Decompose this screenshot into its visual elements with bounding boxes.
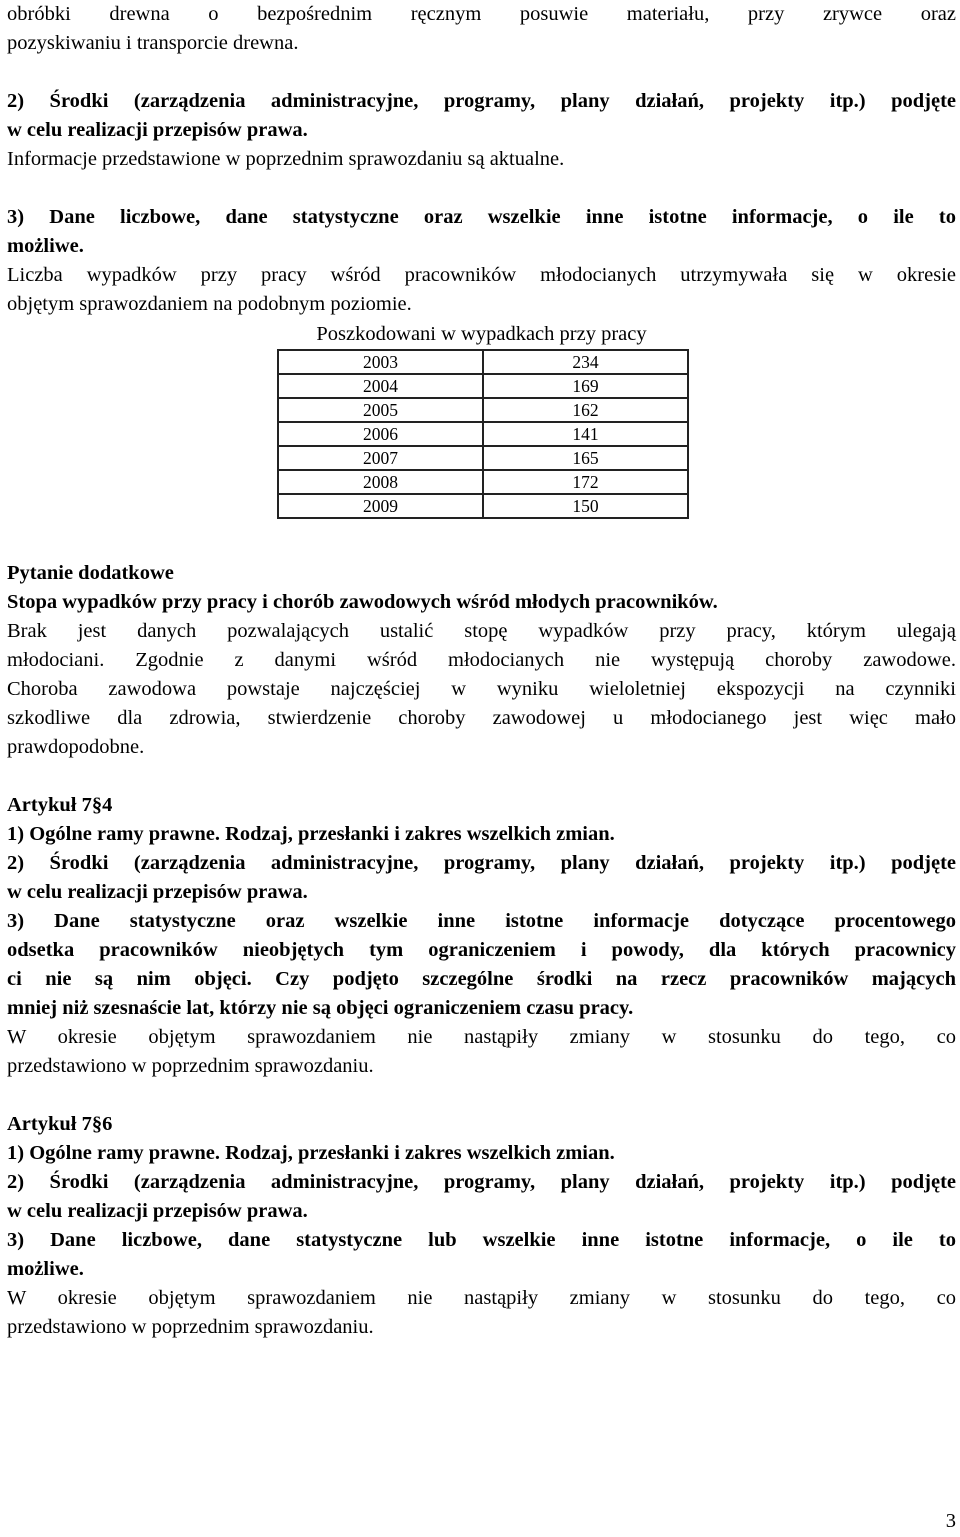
section-heading: 1) Ogólne ramy prawne. Rodzaj, przesłanki i zakres wszelkich zmian.: [7, 823, 615, 845]
page-number: 3: [945, 1510, 956, 1532]
article-title: Artykuł 7§6: [7, 1113, 113, 1135]
body-text-line: przedstawiono w poprzednim sprawozdaniu.: [7, 1055, 374, 1077]
section-heading: 2) Środki (zarządzenia administracyjne, programy, plany działań, projekty itp.) podjęte: [7, 1171, 956, 1193]
table-cell-year: 2008: [278, 470, 483, 494]
spacer: [7, 1081, 956, 1110]
body-text-line: obróbki drewna o bezpośrednim ręcznym posuwie materiału, przy zrywce oraz: [7, 3, 956, 25]
body-text-line: W okresie objętym sprawozdaniem nie nastąpiły zmiany w stosunku do tego, co: [7, 1287, 956, 1309]
section-heading: 3) Dane liczbowe, dane statystyczne oraz wszelkie inne istotne informacje, o ile to: [7, 206, 956, 228]
spacer: [7, 762, 956, 791]
accidents-table: [277, 349, 689, 519]
section-heading: 1) Ogólne ramy prawne. Rodzaj, przesłanki i zakres wszelkich zmian.: [7, 1142, 615, 1164]
section-heading: Pytanie dodatkowe: [7, 562, 174, 584]
table-row: [278, 350, 688, 374]
section-heading: mniej niż szesnaście lat, którzy nie są objęci ograniczeniem czasu pracy.: [7, 997, 634, 1019]
section-heading: ci nie są nim objęci. Czy podjęto szczególne środki na rzecz pracowników mających: [7, 968, 956, 990]
body-text-line: objętym sprawozdaniem na podobnym poziomie.: [7, 293, 412, 315]
table-cell-year: 2005: [278, 398, 483, 422]
table-cell-year: 2007: [278, 446, 483, 470]
table-cell-year: 2006: [278, 422, 483, 446]
table-cell-value: 172: [483, 470, 688, 494]
table-cell-value: 234: [483, 350, 688, 374]
section-heading: 3) Dane liczbowe, dane statystyczne lub wszelkie inne istotne informacje, o ile to: [7, 1229, 956, 1251]
table-row: [278, 374, 688, 398]
table-cell-value: 150: [483, 494, 688, 518]
table-cell-value: 141: [483, 422, 688, 446]
table-row: [278, 470, 688, 494]
section-heading: w celu realizacji przepisów prawa.: [7, 119, 308, 141]
section-heading: 3) Dane statystyczne oraz wszelkie inne istotne informacje dotyczące procentowego: [7, 910, 956, 932]
section-heading: odsetka pracowników nieobjętych tym ograniczeniem i powody, dla których pracownicy: [7, 939, 956, 961]
table-row: [278, 422, 688, 446]
spacer: [7, 174, 956, 203]
body-text-line: młodociani. Zgodnie z danymi wśród młodocianych nie występują choroby zawodowe.: [7, 649, 956, 671]
section-heading: możliwe.: [7, 1258, 84, 1280]
table-cell-year: 2004: [278, 374, 483, 398]
spacer: [7, 58, 956, 87]
table-row: [278, 446, 688, 470]
body-text-line: przedstawiono w poprzednim sprawozdaniu.: [7, 1316, 374, 1338]
article-title: Artykuł 7§4: [7, 794, 113, 816]
body-text-line: W okresie objętym sprawozdaniem nie nastąpiły zmiany w stosunku do tego, co: [7, 1026, 956, 1048]
body-text-line: szkodliwe dla zdrowia, stwierdzenie choroby zawodowej u młodocianego jest więc mało: [7, 707, 956, 729]
table-cell-year: 2003: [278, 350, 483, 374]
body-text-line: prawdopodobne.: [7, 736, 145, 758]
table-cell-year: 2009: [278, 494, 483, 518]
table-cell-value: 162: [483, 398, 688, 422]
table-cell-value: 169: [483, 374, 688, 398]
body-text-line: pozyskiwaniu i transporcie drewna.: [7, 32, 299, 54]
document-page: [7, 0, 956, 1342]
section-heading: możliwe.: [7, 235, 84, 257]
section-heading: w celu realizacji przepisów prawa.: [7, 1200, 308, 1222]
body-text-line: Brak jest danych pozwalających ustalić stopę wypadków przy pracy, którym ulegają: [7, 620, 956, 642]
table-row: [278, 494, 688, 518]
table-cell-value: 165: [483, 446, 688, 470]
accidents-table-block: [7, 320, 956, 519]
section-heading: w celu realizacji przepisów prawa.: [7, 881, 308, 903]
section-subheading: Stopa wypadków przy pracy i chorób zawodowych wśród młodych pracowników.: [7, 591, 718, 613]
section-heading: 2) Środki (zarządzenia administracyjne, programy, plany działań, projekty itp.) podjęte: [7, 852, 956, 874]
body-text-line: Liczba wypadków przy pracy wśród pracowników młodocianych utrzymywała się w okresie: [7, 264, 956, 286]
section-heading: 2) Środki (zarządzenia administracyjne, programy, plany działań, projekty itp.) podjęte: [7, 90, 956, 112]
spacer: [7, 519, 956, 559]
table-title: Poszkodowani w wypadkach przy pracy: [316, 323, 647, 345]
table-row: [278, 398, 688, 422]
body-text-line: Informacje przedstawione w poprzednim sprawozdaniu są aktualne.: [7, 148, 565, 170]
body-text-line: Choroba zawodowa powstaje najczęściej w wyniku wieloletniej ekspozycji na czynniki: [7, 678, 956, 700]
